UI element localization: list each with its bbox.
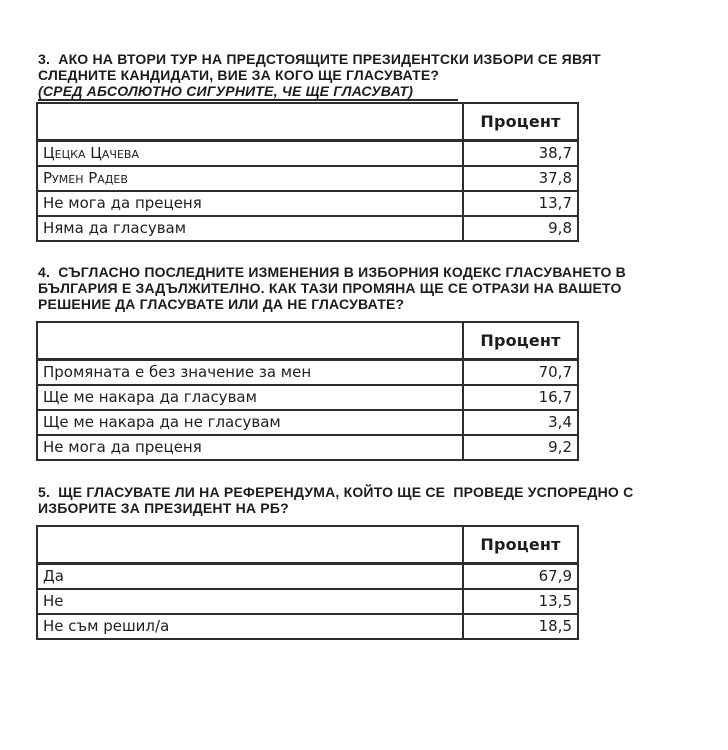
answer-label-cell: Ще ме накара да гласувам	[37, 385, 463, 410]
question-text-line: 5. ЩЕ ГЛАСУВАТЕ ЛИ НА РЕФЕРЕНДУМА, КОЙТО ЩЕ СЕ ПРОВЕДЕ УСПОРЕДНО С	[38, 484, 634, 500]
table-row	[37, 191, 578, 216]
percent-header-cell: Процент	[463, 526, 578, 564]
table-row	[37, 564, 578, 590]
table-header-row	[37, 526, 578, 564]
empty-header-cell	[37, 103, 463, 141]
percent-value-cell: 67,9	[463, 564, 578, 590]
empty-header-cell	[37, 322, 463, 360]
percent-value-cell: 37,8	[463, 166, 578, 191]
percent-value-cell: 13,5	[463, 589, 578, 614]
table-row	[37, 141, 578, 167]
table-row	[37, 410, 578, 435]
question-5-block	[38, 484, 633, 640]
question-text-line: РЕШЕНИЕ ДА ГЛАСУВАТЕ ИЛИ ДА НЕ ГЛАСУВАТЕ?	[38, 296, 405, 312]
answer-label-cell: Не	[37, 589, 463, 614]
table-row	[37, 385, 578, 410]
table-row	[37, 589, 578, 614]
results-table-question-4	[36, 321, 579, 461]
answer-label-cell: Не съм решил/а	[37, 614, 463, 639]
question-text-line: 4. СЪГЛАСНО ПОСЛЕДНИТЕ ИЗМЕНЕНИЯ В ИЗБОРНИЯ КОДЕКС ГЛАСУВАНЕТО В	[38, 264, 626, 280]
question-text-line: СЛЕДНИТЕ КАНДИДАТИ, ВИЕ ЗА КОГО ЩЕ ГЛАСУВАТЕ?	[38, 67, 440, 83]
answer-label-cell: Не мога да преценя	[37, 435, 463, 460]
question-text-line: ИЗБОРИТЕ ЗА ПРЕЗИДЕНТ НА РБ?	[38, 500, 289, 516]
percent-value-cell: 16,7	[463, 385, 578, 410]
percent-value-cell: 3,4	[463, 410, 578, 435]
question-3-note: (СРЕД АБСОЛЮТНО СИГУРНИТЕ, ЧЕ ЩЕ ГЛАСУВАТ)	[38, 83, 458, 101]
question-5-text	[38, 484, 633, 516]
question-3-block	[38, 51, 601, 242]
answer-label-cell: Румен Радев	[37, 166, 463, 191]
answer-label-cell: Да	[37, 564, 463, 590]
table-header-row	[37, 322, 578, 360]
percent-value-cell: 9,8	[463, 216, 578, 241]
table-row	[37, 360, 578, 386]
empty-header-cell	[37, 526, 463, 564]
table-header-row	[37, 103, 578, 141]
question-text-line: БЪЛГАРИЯ Е ЗАДЪЛЖИТЕЛНО. КАК ТАЗИ ПРОМЯНА ЩЕ СЕ ОТРАЗИ НА ВАШЕТО	[38, 280, 622, 296]
answer-label-cell: Няма да гласувам	[37, 216, 463, 241]
percent-value-cell: 18,5	[463, 614, 578, 639]
percent-header-cell: Процент	[463, 322, 578, 360]
percent-value-cell: 70,7	[463, 360, 578, 386]
table-row	[37, 216, 578, 241]
results-table-question-3	[36, 102, 579, 242]
answer-label-cell: Цецка Цачева	[37, 141, 463, 167]
table-row	[37, 435, 578, 460]
question-4-block	[38, 264, 626, 461]
table-row	[37, 166, 578, 191]
percent-value-cell: 13,7	[463, 191, 578, 216]
answer-label-cell: Ще ме накара да не гласувам	[37, 410, 463, 435]
percent-value-cell: 9,2	[463, 435, 578, 460]
results-table-question-5	[36, 525, 579, 640]
question-text-line: 3. АКО НА ВТОРИ ТУР НА ПРЕДСТОЯЩИТЕ ПРЕЗИДЕНТСКИ ИЗБОРИ СЕ ЯВЯТ	[38, 51, 601, 67]
percent-header-cell: Процент	[463, 103, 578, 141]
answer-label-cell: Не мога да преценя	[37, 191, 463, 216]
answer-label-cell: Промяната е без значение за мен	[37, 360, 463, 386]
question-3-text	[38, 51, 601, 83]
question-4-text	[38, 264, 626, 312]
percent-value-cell: 38,7	[463, 141, 578, 167]
table-row	[37, 614, 578, 639]
